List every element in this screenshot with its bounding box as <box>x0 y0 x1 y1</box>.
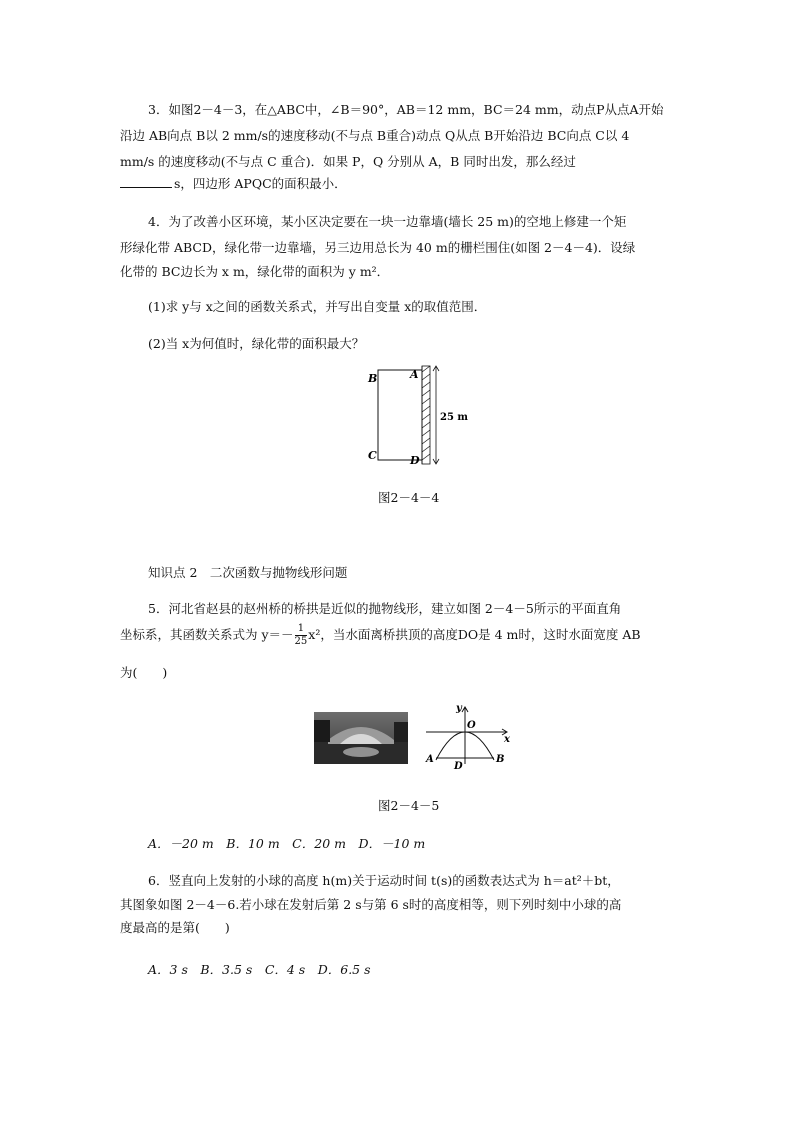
fraction-denominator: 25 <box>294 636 308 647</box>
label-c: C <box>368 449 377 462</box>
label-x: x <box>504 734 510 745</box>
q5-line-2 <box>120 624 641 647</box>
bridge-photo <box>314 712 408 764</box>
q5-line-2-pre: 坐标系，其函数关系式为 y＝－ <box>120 627 294 642</box>
label-a: A <box>410 368 419 381</box>
dimension-label: 25 m <box>440 412 468 423</box>
q3-line-4-text: s，四边形 APQC的面积最小． <box>174 176 347 191</box>
rect-abcd <box>378 370 422 460</box>
label-d: D <box>454 761 463 770</box>
label-o: O <box>467 720 476 731</box>
q5-line-2-post: x²，当水面离桥拱顶的高度DO是 4 m时，这时水面宽度 AB <box>308 627 641 642</box>
fraction <box>295 624 308 647</box>
q5-line-3: 为( ) <box>120 665 168 680</box>
label-b: B <box>496 754 505 765</box>
q4-line-1: 4．为了改善小区环境，某小区决定要在一块一边靠墙(墙长 25 m)的空地上修建一个矩 <box>148 214 627 229</box>
label-d: D <box>410 454 420 467</box>
caption-2-4-5: 图2－4－5 <box>378 798 440 813</box>
figure-2-4-5-graph <box>424 702 514 770</box>
q5-line-1: 5．河北省赵县的赵州桥的桥拱是近似的抛物线形，建立如图 2－4－5所示的平面直角 <box>148 601 622 616</box>
label-b: B <box>368 372 378 385</box>
figure-2-4-4 <box>360 360 470 470</box>
wall-hatching <box>422 366 430 460</box>
q4-subquestion-2: (2)当 x为何值时，绿化带的面积最大？ <box>148 336 365 351</box>
q6-line-1: 6．竖直向上发射的小球的高度 h(m)关于运动时间 t(s)的函数表达式为 h＝at²＋bt， <box>148 873 620 888</box>
label-y: y <box>456 703 462 714</box>
label-a: A <box>426 754 434 765</box>
answer-blank[interactable] <box>120 175 172 188</box>
q3-line-3: mm/s 的速度移动(不与点 C 重合)．如果 P，Q 分别从 A，B 同时出发，那么经过 <box>120 154 576 169</box>
q4-line-2: 形绿化带 ABCD，绿化带一边靠墙，另三边用总长为 40 m的栅栏围住(如图 2－4－4)．设绿 <box>120 240 636 255</box>
caption-2-4-4: 图2－4－4 <box>378 490 440 505</box>
q6-line-2: 其图象如图 2－4－6.若小球在发射后第 2 s与第 6 s时的高度相等，则下列时刻中小球的高 <box>120 897 622 912</box>
q3-line-2: 沿边 AB向点 B以 2 mm/s的速度移动(不与点 B重合)动点 Q从点 B开始沿边 BC向点 C以 4 <box>120 128 630 143</box>
q6-options: A．3 s B．3.5 s C．4 s D．6.5 s <box>148 962 371 977</box>
q6-line-3: 度最高的是第( ) <box>120 920 230 935</box>
q4-line-3: 化带的 BC边长为 x m，绿化带的面积为 y m²． <box>120 264 390 279</box>
section-heading: 知识点 2 二次函数与抛物线形问题 <box>148 565 348 580</box>
q4-subquestion-1: (1)求 y与 x之间的函数关系式，并写出自变量 x的取值范围． <box>148 299 487 314</box>
fraction-numerator: 1 <box>295 624 308 636</box>
q3-line-4 <box>120 174 347 192</box>
q3-line-1: 3．如图2－4－3，在△ABC中，∠B＝90°，AB＝12 mm，BC＝24 mm，动点P从点A开始 <box>148 102 664 117</box>
q5-options: A．－20 m B．10 m C．20 m D．－10 m <box>148 836 426 851</box>
